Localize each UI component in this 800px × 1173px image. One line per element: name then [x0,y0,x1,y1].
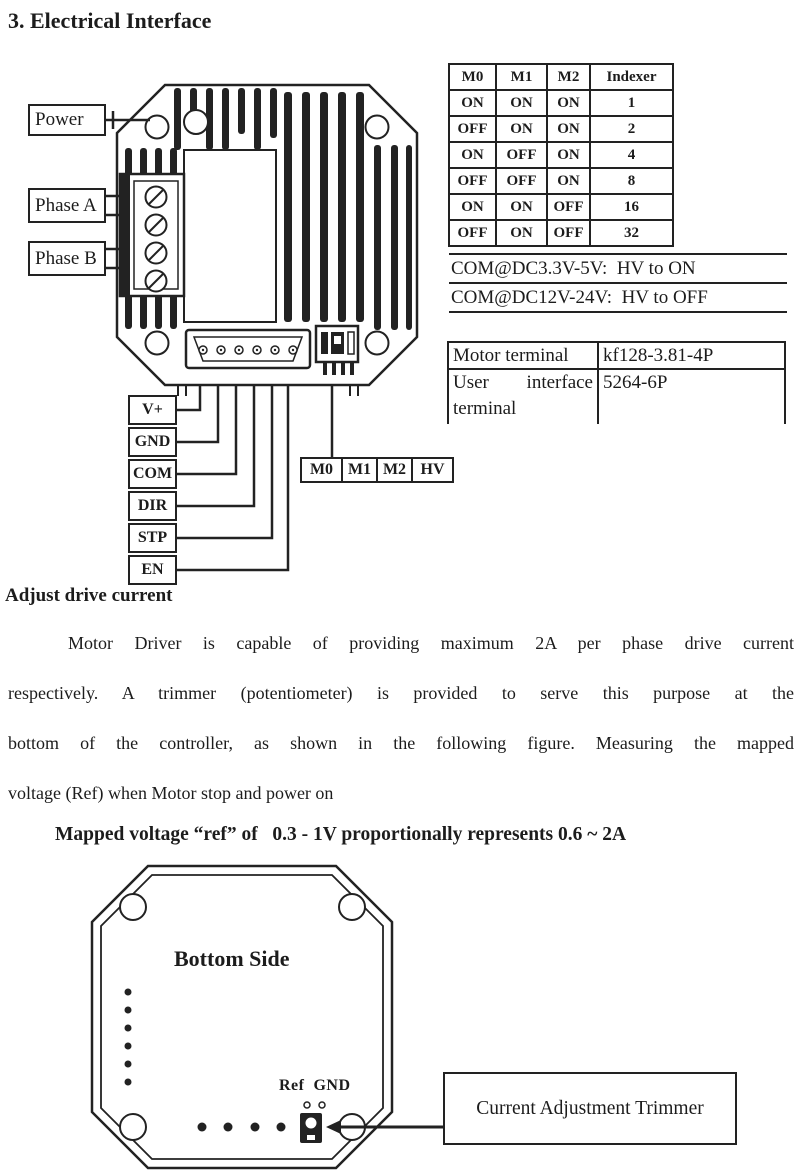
terminal-value-cell: kf128-3.81-4P [599,343,784,370]
table-cell: ON [547,116,590,142]
label-box-phase-b: Phase B [28,241,106,276]
label-box-phase-a: Phase A [28,188,106,223]
trimmer-callout-box: Current Adjustment Trimmer [443,1072,737,1145]
table-cell: ON [449,142,496,168]
com-spec-row: COM@DC12V-24V: HV to OFF [449,282,787,313]
body-paragraph [8,618,794,818]
section-heading: Adjust drive current [5,585,173,606]
mode-select-row [300,457,454,483]
terminal-label-cell: User interface terminal [449,370,599,424]
table-row [449,168,673,194]
mode-cell-m1: M1 [341,457,378,483]
indexer-table [448,63,674,247]
table-cell: OFF [449,116,496,142]
table-row [449,220,673,246]
center-plate [184,150,276,322]
table-cell: ON [547,142,590,168]
indexer-header-cell: M0 [449,64,496,90]
table-cell: ON [449,194,496,220]
pin-label-stp: STP [128,523,177,553]
com-spec-row: COM@DC3.3V-5V: HV to ON [449,253,787,282]
indexer-header-row [449,64,673,90]
table-cell: OFF [547,220,590,246]
pin-connector-icon [186,330,310,368]
label-box-power: Power [28,104,106,136]
pin-label-gnd: GND [128,427,177,457]
indexer-header-cell: M2 [547,64,590,90]
table-cell: ON [449,90,496,116]
screw-terminal-icon [120,174,184,296]
table-cell: ON [547,90,590,116]
pin-label-dir: DIR [128,491,177,521]
table-cell: 2 [590,116,673,142]
mode-cell-m0: M0 [300,457,343,483]
indexer-header-cell: M1 [496,64,547,90]
mapped-voltage-note: Mapped voltage “ref” of 0.3 - 1V proportionally represents 0.6 ~ 2A [55,824,627,845]
bottom-side-label: Bottom Side [174,946,290,971]
table-cell: ON [496,116,547,142]
terminal-table [447,341,786,424]
table-cell: 8 [590,168,673,194]
table-cell: 16 [590,194,673,220]
mode-cell-m2: M2 [376,457,413,483]
terminal-value-cell: 5264-6P [603,372,668,393]
table-row [449,116,673,142]
table-cell: ON [496,220,547,246]
mode-cell-hv: HV [411,457,454,483]
table-cell: ON [547,168,590,194]
page-title: 3. Electrical Interface [8,8,212,33]
indexer-header-cell: Indexer [590,64,673,90]
driver-bottom-view-diagram [80,860,452,1173]
table-row [449,142,673,168]
ref-gnd-label: Ref GND [279,1077,351,1094]
table-row [449,90,673,116]
pin-label-vplus: V+ [128,395,177,425]
table-cell: OFF [496,168,547,194]
trimmer-icon [300,1113,322,1143]
table-cell: 1 [590,90,673,116]
body-paragraph-line: bottom of the controller, as shown in the following figure. Measuring the mapped [8,733,794,753]
terminal-label-cell: Motor terminal [449,343,599,370]
table-row [449,194,673,220]
body-paragraph-line: Motor Driver is capable of providing maximum 2A per phase drive current [68,633,794,653]
table-cell: ON [496,194,547,220]
body-paragraph-line: respectively. A trimmer (potentiometer) is provided to serve this purpose at the [8,683,794,703]
pin-label-en: EN [128,555,177,585]
table-cell: 4 [590,142,673,168]
table-cell: ON [496,90,547,116]
table-cell: OFF [449,168,496,194]
table-cell: 32 [590,220,673,246]
pin-label-com: COM [128,459,177,489]
table-cell: OFF [449,220,496,246]
body-paragraph-line: voltage (Ref) when Motor stop and power on [8,783,334,803]
table-cell: OFF [496,142,547,168]
com-voltage-table [449,253,787,313]
table-cell: OFF [547,194,590,220]
